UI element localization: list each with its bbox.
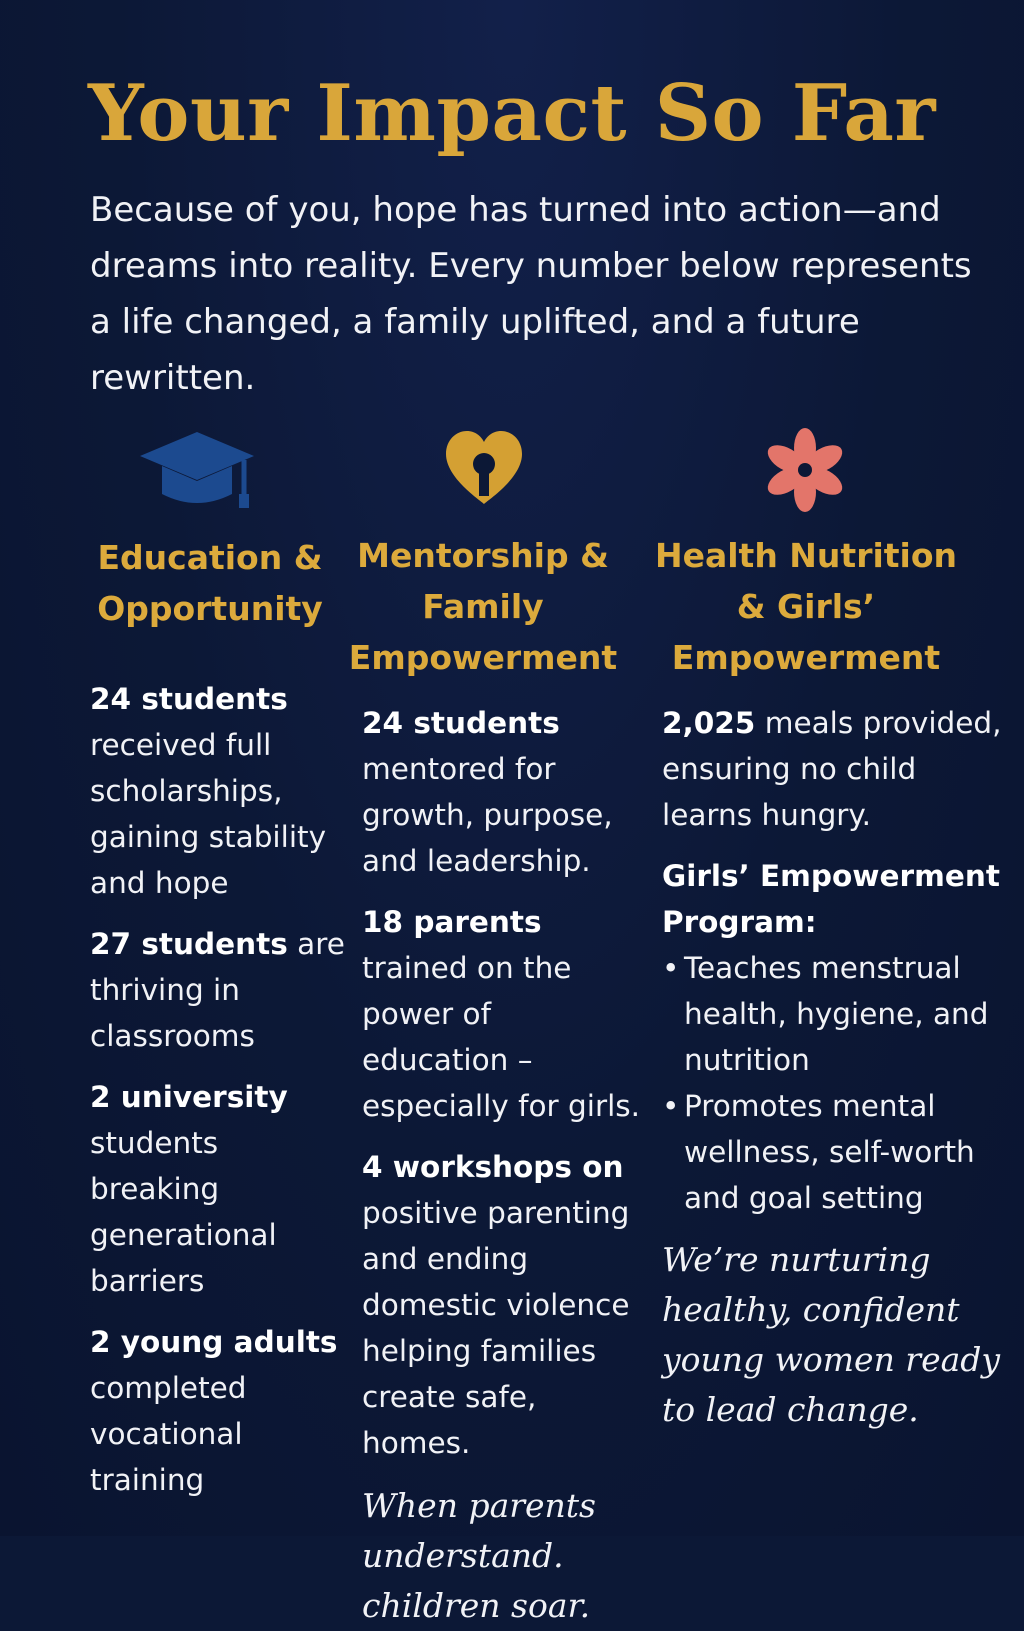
education-column bbox=[90, 676, 352, 1518]
heart-keyhole-icon bbox=[442, 428, 526, 506]
bullet-item: • Teaches menstrual health, hygiene, and nutrition bbox=[662, 945, 1002, 1083]
education-item: 2 young adults completed vocational training bbox=[90, 1325, 338, 1497]
education-item: 2 university students breaking generational barriers bbox=[90, 1080, 288, 1298]
education-item: 27 students are thriving in classrooms bbox=[90, 927, 345, 1053]
page-title: Your Impact So Far bbox=[88, 68, 936, 159]
graduation-cap-icon bbox=[136, 428, 258, 512]
program-bullets bbox=[662, 945, 1002, 1221]
health-heading: Health Nutrition & Girls’ Empowerment bbox=[654, 536, 958, 677]
flower-icon bbox=[758, 430, 852, 512]
health-quote: We’re nurturing healthy, confident young women ready to lead change. bbox=[662, 1240, 1001, 1429]
mentorship-column bbox=[362, 700, 642, 1631]
health-item: 2,025 meals provided, ensuring no child learns hungry. bbox=[662, 706, 1002, 832]
bullet-item: • Promotes mental wellness, self-worth and goal setting bbox=[662, 1083, 1002, 1221]
education-heading: Education & Opportunity bbox=[97, 538, 323, 628]
intro-paragraph: Because of you, hope has turned into action—and dreams into reality. Every number below represents a life changed, a family uplifted, and a future rewritten. bbox=[90, 190, 972, 398]
mentorship-quote: When parents understand. children soar. bbox=[362, 1486, 596, 1625]
mentorship-item: 4 workshops on positive parenting and ending domestic violence helping families create safe, homes. bbox=[362, 1150, 630, 1460]
health-column bbox=[662, 700, 1002, 1435]
mentorship-item: 18 parents trained on the power of education – especially for girls. bbox=[362, 905, 641, 1123]
mentorship-heading: Mentorship & Family Empowerment bbox=[348, 536, 618, 677]
mentorship-item: 24 students mentored for growth, purpose, and leadership. bbox=[362, 706, 613, 878]
program-title: Girls’ Empowerment Program: bbox=[662, 859, 1000, 939]
education-item: 24 students received full scholarships, gaining stability and hope bbox=[90, 682, 327, 900]
